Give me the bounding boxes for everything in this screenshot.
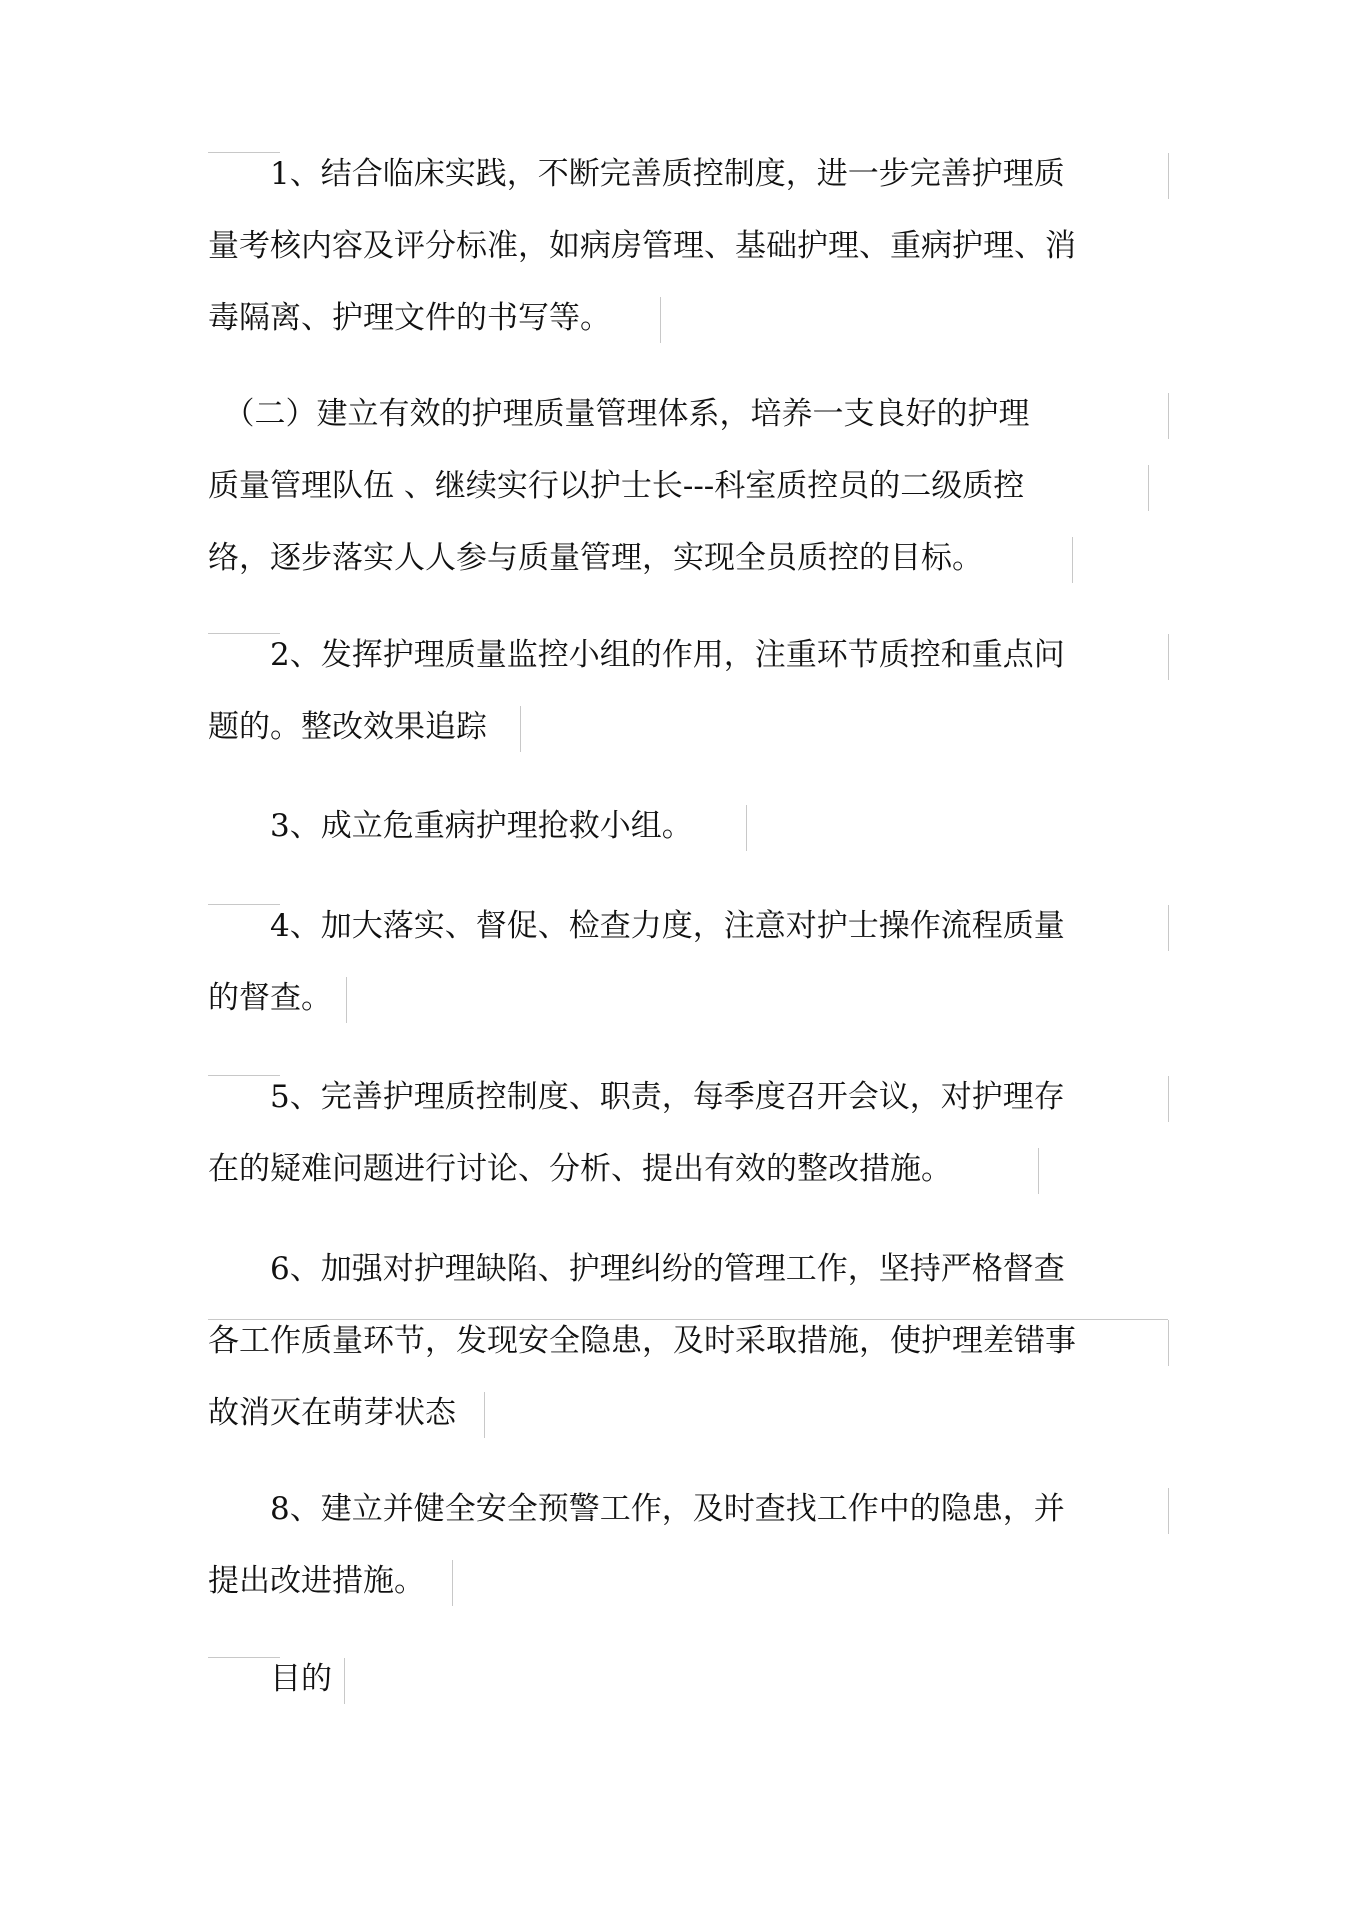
text-line: 4、加大落实、督促、检查力度，注意对护士操作流程质量: [208, 909, 1168, 943]
text-line: 题的。整改效果追踪: [208, 710, 1168, 744]
paragraph-item-4: [208, 909, 1168, 1015]
text-line: 量考核内容及评分标准，如病房管理、基础护理、重病护理、消: [208, 228, 1076, 264]
paragraph-item-6: [208, 1252, 1168, 1430]
text-line: 6、加强对护理缺陷、护理纠纷的管理工作，坚持严格督查: [208, 1251, 1065, 1287]
text-line: 毒隔离、护理文件的书写等。: [208, 301, 1168, 335]
text-line: 1、结合临床实践，不断完善质控制度，进一步完善护理质: [208, 157, 1168, 191]
text-line: 8、建立并健全安全预警工作，及时查找工作中的隐患，并: [208, 1492, 1168, 1526]
text-line: 3、成立危重病护理抢救小组。: [208, 809, 1168, 843]
text-line: 2、发挥护理质量监控小组的作用，注重环节质控和重点问: [208, 638, 1168, 672]
paragraph-item-8: [208, 1492, 1168, 1598]
text-line: 目的: [208, 1662, 1168, 1696]
paragraph-item-5: [208, 1080, 1168, 1186]
text-line: 提出改进措施。: [208, 1564, 1168, 1598]
text-line: 络，逐步落实人人参与质量管理，实现全员质控的目标。: [208, 541, 1168, 575]
text-line: 质量管理队伍 、继续实行以护士长---科室质控员的二级质控: [208, 469, 1168, 503]
paragraph-item-2: [208, 638, 1168, 744]
text-line: 各工作质量环节，发现安全隐患，及时采取措施，使护理差错事: [208, 1324, 1168, 1358]
text-line: 的督查。: [208, 981, 1168, 1015]
text-line: 在的疑难问题进行讨论、分析、提出有效的整改措施。: [208, 1152, 1168, 1186]
text-line: （二）建立有效的护理质量管理体系，培养一支良好的护理: [208, 397, 1168, 431]
paragraph-item-3: [208, 809, 1168, 843]
text-line: 故消灭在萌芽状态: [208, 1396, 1168, 1430]
paragraph-item-1: [208, 157, 1168, 335]
paragraph-purpose: [208, 1662, 1168, 1696]
paragraph-section-2: [208, 397, 1168, 575]
text-line: 5、完善护理质控制度、职责，每季度召开会议，对护理存: [208, 1080, 1168, 1114]
